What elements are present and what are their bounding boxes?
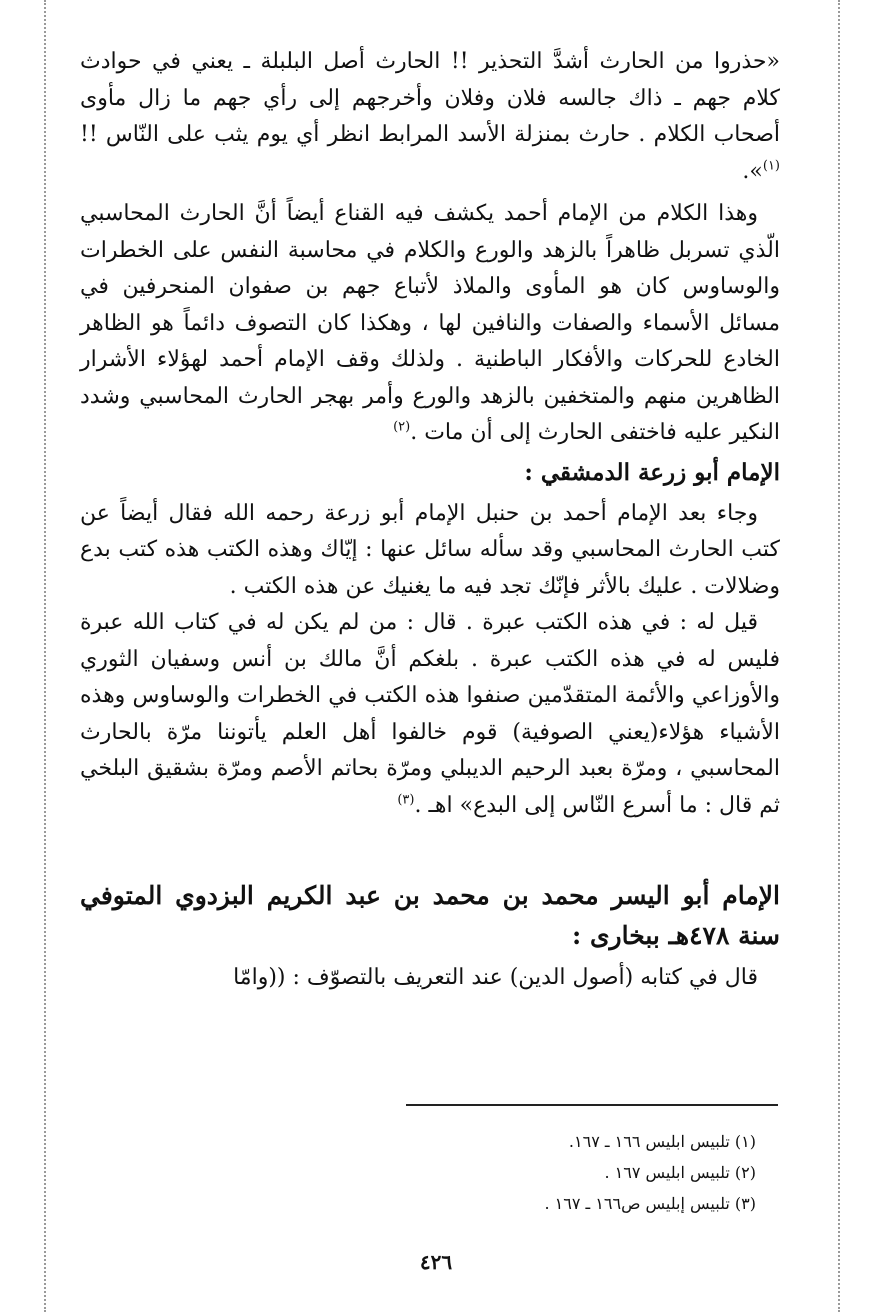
commentary-paragraph bbox=[80, 196, 780, 452]
page-number: ٤٢٦ bbox=[419, 1250, 453, 1274]
abu-zura-paragraph: وجاء بعد الإمام أحمد بن حنبل الإمام أبو زرعة رحمه الله فقال أيضاً عن كتب الحارث المحاسبي وقد سأله سائل عنها : إيّاك وهذه الكتب هذه كتب بدع وضلالات . عليك بالأثر فإنّك تجد فيه ما يغنيك عن هذه الكتب . bbox=[80, 500, 780, 599]
footnote-ref-3: (٣) bbox=[397, 792, 415, 808]
footnote-1: (١) تلبيس ابليس ١٦٦ ـ ١٦٧. bbox=[568, 1132, 756, 1151]
commentary-text: وهذا الكلام من الإمام أحمد يكشف فيه القناع أيضاً أنَّ الحارث المحاسبي الّذي تسربل ظاهراً بالزهد والورع والكلام في محاسبة النفس على الخطرات والوساوس كان هو المأوى والملاذ لأتباع جهم بن صفوان المنحرفين في مسائل الأسماء والصفات والنافين لها ، وهكذا كان التصوف دائماً هو الظاهر الخادع للحركات والأفكار الباطنية . ولذلك وقف الإمام أحمد لهؤلاء الأشرار الظاهرين منهم والمتخفين بالزهد والورع وأمر بهجر الحارث المحاسبي وشدد النكير عليه فاختفى الحارث إلى أن مات . bbox=[80, 201, 780, 445]
footnote-ref-1: (١) bbox=[762, 158, 780, 174]
footnote-2: (٢) تلبيس ابليس ١٦٧ . bbox=[604, 1163, 756, 1182]
abu-zura-dialogue-paragraph bbox=[80, 605, 780, 824]
footnote-3: (٣) تلبيس إبليس ص١٦٦ ـ ١٦٧ . bbox=[544, 1194, 756, 1213]
dialogue-text: قيل له : في هذه الكتب عبرة . قال : من لم يكن له في كتاب الله عبرة فليس له في هذه الكتب عبرة . بلغكم أنَّ مالك بن أنس وسفيان الثوري والأوزاعي والأئمة المتقدّمين صنفوا هذه الكتب في الخطرات والوساوس وهذه الأشياء هؤلاء(يعني الصوفية) قوم خالفوا أهل العلم يأتوننا مرّة بالحارث المحاسبي ، ومرّة بعبد الرحيم الديبلي ومرّة بحاتم الأصم ومرّة بشقيق البلخي ثم قال : ما أسرع النّاس إلى البدع» اهـ . bbox=[80, 610, 780, 818]
footnote-separator-rule bbox=[406, 1104, 778, 1106]
quote-closing: ». bbox=[742, 158, 763, 184]
page-body bbox=[80, 44, 780, 997]
quote-text: «حذروا من الحارث أشدَّ التحذير !! الحارث أصل البلبلة ـ يعني في حوادث كلام جهم ـ ذاك جالسه فلان وفلان وأخرجهم إلى رأي جهم ما زال مأوى أصحاب الكلام . حارث بمنزلة الأسد المرابط انظر أي يوم يثب على النّاس !! bbox=[80, 49, 780, 147]
quote-paragraph bbox=[80, 44, 780, 190]
footnote-ref-2: (٢) bbox=[393, 419, 411, 435]
section-heading-bazdawi: الإمام أبو اليسر محمد بن محمد بن عبد الكريم البزدوي المتوفي سنة ٤٧٨هـ ببخارى : bbox=[80, 881, 780, 950]
footnotes bbox=[300, 1126, 756, 1219]
left-margin-dotted-rule bbox=[44, 0, 46, 1312]
bazdawi-paragraph: قال في كتابه (أصول الدين) عند التعريف بالتصوّف : ((وامّا bbox=[233, 965, 758, 990]
section-heading-abu-zura: الإمام أبو زرعة الدمشقي : bbox=[524, 458, 780, 486]
right-margin-dotted-rule bbox=[838, 0, 840, 1312]
